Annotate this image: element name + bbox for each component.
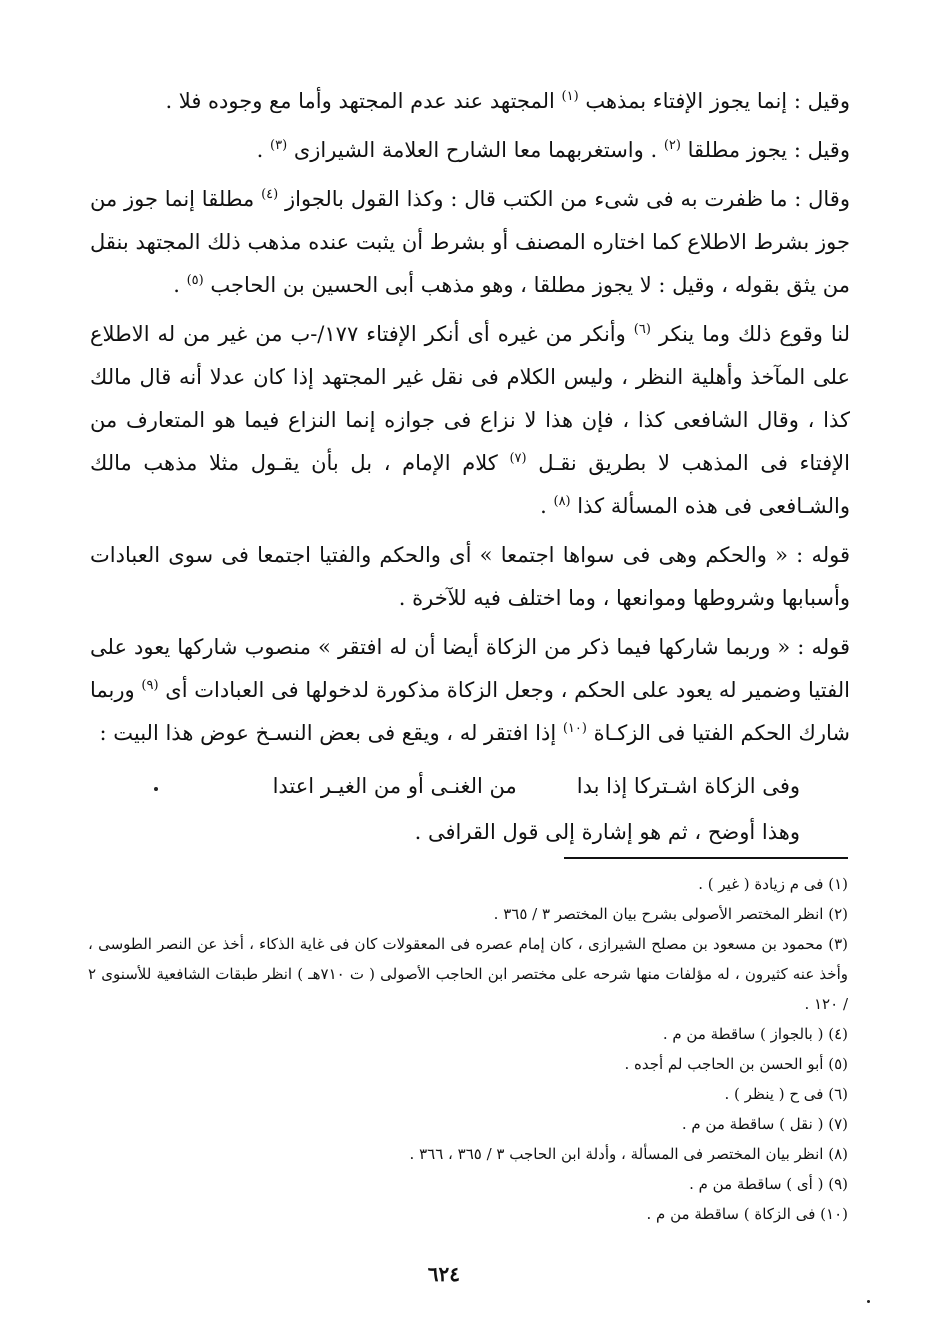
footnote-ref-10: (١٠) [562,721,587,736]
paragraph-3 [90,178,850,307]
footnote-ref-9: (٩) [141,678,159,693]
verse-hemistich-first: وفى الزكاة اشـتركا إذا بدا [576,774,800,798]
text-span: قوله : « والحكم وهى فى سواها اجتمعا » أى والحكم والفتيا اجتمعا فى سوى العبادات وأسبابها وشروطها وموانعها ، وما اختلف فيه للآخرة . [90,543,850,610]
paragraph-5 [90,534,850,620]
text-span: المجتهد عند عدم المجتهد وأما مع وجوده فلا . [165,89,562,113]
footnote-6: (٦) فى ح ( ينظر ) . [724,1085,848,1103]
text-span: لنا وقوع ذلك وما ينكر [650,322,851,346]
text-span: . واستغربهما معا الشارح العلامة الشيرازى [287,138,664,162]
text-span: وقيل : يجوز مطلقا [680,138,850,162]
footnote-ref-4: (٤) [261,187,279,202]
text-span: . [173,273,187,297]
footnote-ref-8: (٨) [553,494,571,509]
footnote-10: (١٠) فى الزكاة ) ساقطة من م . [646,1205,848,1223]
footnote-ref-6: (٦) [633,322,651,337]
footnote-7: (٧) ( نقل ) ساقطة من م . [681,1115,848,1133]
text-span: كلام الإمام ، بل بأن يقـول مثلا مذهب مالك والشـافعى فى هذه المسألة كذا [90,451,850,518]
poem-verse [90,761,850,811]
text-span: إذا افتقر له ، ويقع فى بعض النسـخ عوض هذا البيت : [99,721,563,745]
footnote-9: (٩) ( أى ) ساقطة من م . [689,1175,848,1193]
paragraph-2 [90,129,850,172]
footnotes [88,869,848,1229]
footnote-ref-1: (١) [561,89,579,104]
footnote-ref-2: (٢) [663,138,681,153]
footnote-ref-5: (٥) [186,273,204,288]
text-span: وربما شارك الحكم الفتيا فى الزكـاة [90,678,850,745]
footnote-separator [564,857,848,859]
footnote-5: (٥) أبو الحسن بن الحاجب لم أجده . [624,1055,848,1073]
text-span: وأنكر من غيره أى أنكر الإفتاء ١٧٧/-ب من غير من له الاطلاع على المآخذ وأهلية النظر ، وليس الكلام فى نقل غير المجتهد إذا كان عدلا أنه قال مالك كذا ، وقال الشافعى كذا ، فإن هذا لا نزاع فى جوازه إنما النزاع فيما هو المتعارف من الإفتاء فى المذهب لا بطريق نقـل [90,322,850,475]
footnote-ref-3: (٣) [270,138,288,153]
ink-speck [867,1300,870,1303]
text-span: وقيل : إنما يجوز الإفتاء بمذهب [578,89,850,113]
paragraph-6 [90,626,850,755]
main-text [90,80,850,860]
page-number: ٦٢٤ [427,1262,460,1286]
text-span: . [540,494,554,518]
conclusion-line: وهذا أوضح ، ثم هو إشارة إلى قول القرافى . [414,820,800,844]
ink-speck [154,787,158,791]
paragraph-4 [90,313,850,528]
footnote-1: (١) فى م زيادة ( غير ) . [698,875,848,893]
text-span: وقال : ما ظفرت به فى شىء من الكتب قال : وكذا القول بالجواز [278,187,850,211]
verse-hemistich-second: من الغنـى أو من الغيـر اعتدا [272,774,517,798]
footnote-8: (٨) انظر بيان المختصر فى المسألة ، وأدلة ابن الحاجب ٣ / ٣٦٥ ، ٣٦٦ . [409,1145,848,1163]
text-span: . [256,138,271,162]
footnote-4: (٤) ( بالجواز ) ساقطة من م . [662,1025,848,1043]
text-span: مطلقا إنما جوز من جوز بشرط الاطلاع كما اختاره المصنف أو بشرط أن يثبت عنده مذهب ذلك المجتهد بنقل من يثق بقوله ، وقيل : لا يجوز مطلقا ، وهو مذهب أبى الحسين بن الحاجب [90,187,850,297]
footnote-2: (٢) انظر المختصر الأصولى بشرح بيان المختصر ٣ / ٣٦٥ . [493,905,848,923]
paragraph-1 [90,80,850,123]
footnote-ref-7: (٧) [509,451,527,466]
footnote-3: (٣) محمود بن مسعود بن مصلح الشيرازى ، كان إمام عصره فى المعقولات كان فى غاية الذكاء ، أخذ عن النصر الطوسى ، وأخذ عنه كثيرون ، له مؤلفات منها شرحه على مختصر ابن الحاجب الأصولى ( ت ٧١٠هـ ) انظر طبقات الشافعية للأسنوى ٢ / ١٢٠ . [88,935,848,1013]
text-span: قوله : « وربما شاركها فيما ذكر من الزكاة أيضا أن له افتقر » منصوب شاركها يعود على الفتيا وضمير له يعود على الحكم ، وجعل الزكاة مذكورة لدخولها فى العبادات أى [90,635,850,702]
